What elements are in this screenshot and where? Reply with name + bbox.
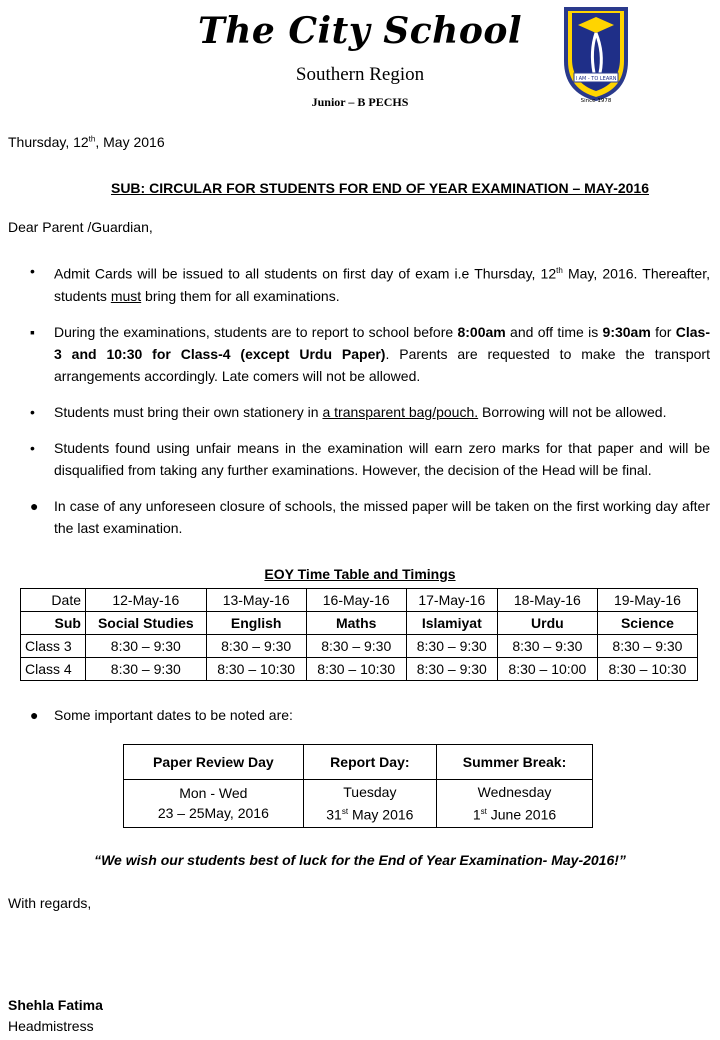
table-cell: 8:30 – 9:30 — [406, 658, 497, 681]
class-label: Class 3 — [21, 635, 86, 658]
table-header: Paper Review Day — [124, 745, 304, 780]
table-cell: 16-May-16 — [306, 589, 406, 612]
table-cell: 13-May-16 — [206, 589, 306, 612]
table-cell: 8:30 – 10:30 — [597, 658, 697, 681]
important-dates-table — [123, 744, 593, 828]
table-cell: 8:30 – 9:30 — [497, 635, 597, 658]
instruction-admit-cards: • Admit Cards will be issued to all students on first day of exam i.e Thursday, 12th May, 2016. Thereafter, students must bring them for all examinations. — [30, 260, 710, 307]
salutation: Dear Parent /Guardian, — [8, 219, 153, 235]
timetable-subject-row — [21, 612, 698, 635]
bullet-icon: ● — [30, 707, 39, 723]
logo-since: Since 1978 — [580, 98, 612, 103]
timetable — [20, 588, 698, 681]
signatory-name: Shehla Fatima — [8, 997, 103, 1013]
table-cell: 8:30 – 9:30 — [86, 635, 207, 658]
timetable-title: EOY Time Table and Timings — [264, 566, 456, 582]
paper-review-dates: Mon - Wed 23 – 25May, 2016 — [124, 780, 304, 828]
table-cell: 8:30 – 10:30 — [306, 658, 406, 681]
table-cell: Social Studies — [86, 612, 207, 635]
table-header: Summer Break: — [437, 745, 593, 780]
bullet-icon: • — [30, 403, 35, 420]
signatory-title: Headmistress — [8, 1018, 94, 1034]
report-day-date: Tuesday 31st May 2016 — [303, 780, 436, 828]
bullet-icon: ● — [30, 497, 39, 514]
summer-break-date: Wednesday 1st June 2016 — [437, 780, 593, 828]
school-crest-logo — [560, 3, 632, 103]
table-row — [124, 780, 593, 828]
closing-wish: “We wish our students best of luck for the End of Year Examination- May-2016!” — [94, 852, 626, 868]
table-cell: 8:30 – 9:30 — [406, 635, 497, 658]
table-cell: 8:30 – 10:30 — [206, 658, 306, 681]
closing-regards: With regards, — [8, 895, 92, 911]
table-cell: 12-May-16 — [86, 589, 207, 612]
table-cell: 8:30 – 9:30 — [86, 658, 207, 681]
table-cell: 8:30 – 9:30 — [306, 635, 406, 658]
table-row — [21, 635, 698, 658]
table-row — [21, 658, 698, 681]
important-dates-intro: ● Some important dates to be noted are: — [30, 707, 293, 723]
table-cell: Maths — [306, 612, 406, 635]
instruction-unfair-means: • Students found using unfair means in the examination will earn zero marks for that paper and will be disqualified from taking any further examinations. However, the decision of the Head will be final. — [30, 437, 710, 481]
table-row — [124, 745, 593, 780]
table-cell: 8:30 – 10:00 — [497, 658, 597, 681]
table-cell: 18-May-16 — [497, 589, 597, 612]
instruction-stationery: • Students must bring their own stationery in a transparent bag/pouch. Borrowing will not be allowed. — [30, 401, 710, 423]
timetable-date-row — [21, 589, 698, 612]
circular-subject: SUB: CIRCULAR FOR STUDENTS FOR END OF YEAR EXAMINATION – MAY-2016 — [110, 180, 650, 196]
table-cell: Urdu — [497, 612, 597, 635]
instruction-closure: ● In case of any unforeseen closure of schools, the missed paper will be taken on the first working day after the last examination. — [30, 495, 710, 539]
table-cell: Science — [597, 612, 697, 635]
table-cell: 8:30 – 9:30 — [206, 635, 306, 658]
bullet-icon: ▪ — [30, 323, 35, 340]
instruction-list — [30, 260, 710, 553]
table-cell: Islamiyat — [406, 612, 497, 635]
bullet-icon: • — [30, 439, 35, 456]
branch-name: Junior – B PECHS — [311, 95, 409, 109]
circular-date: Thursday, 12th, May 2016 — [8, 134, 165, 150]
table-cell: 17-May-16 — [406, 589, 497, 612]
sub-label: Sub — [21, 612, 86, 635]
table-cell: English — [206, 612, 306, 635]
table-cell: 19-May-16 — [597, 589, 697, 612]
bullet-icon: • — [30, 263, 35, 279]
date-label: Date — [21, 589, 86, 612]
logo-motto: I AM - TO LEARN — [575, 76, 617, 82]
table-header: Report Day: — [303, 745, 436, 780]
table-cell: 8:30 – 9:30 — [597, 635, 697, 658]
school-name: The City School — [197, 10, 523, 52]
class-label: Class 4 — [21, 658, 86, 681]
instruction-timings: ▪ During the examinations, students are to report to school before 8:00am and off time is 9:30am for Clas-3 and 10:30 for Class-4 (except Urdu Paper). Parents are requested to make the transport arrangements accordingly. Late comers will not be allowed. — [30, 321, 710, 387]
region-name: Southern Region — [295, 64, 425, 85]
